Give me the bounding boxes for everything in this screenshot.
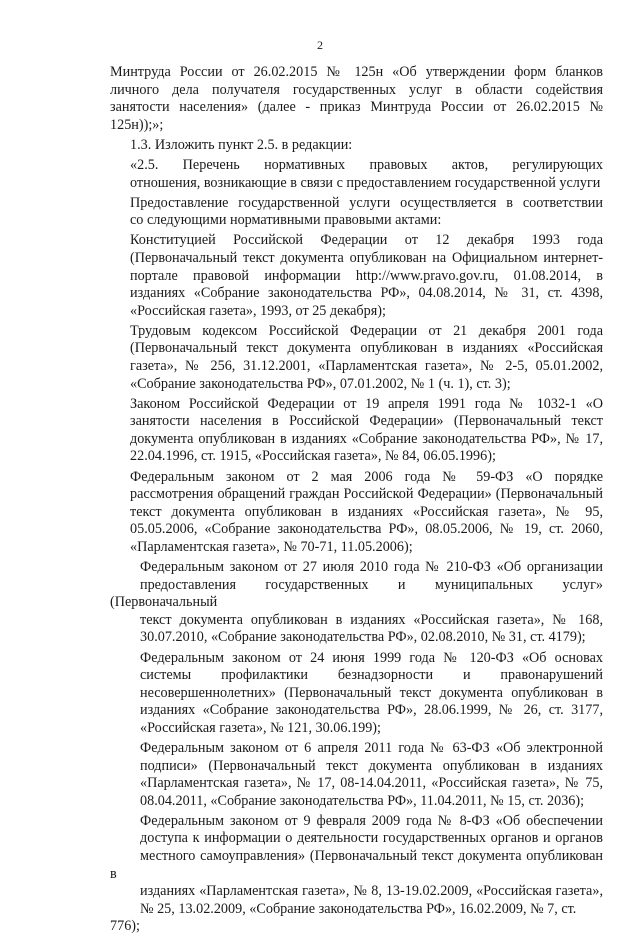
text-line: (Первоначальный текст документа опубликован в изданиях «Российская bbox=[130, 340, 603, 357]
text-line: Законом Российской Федерации от 19 апреля 1991 года № 1032-1 «О bbox=[130, 395, 603, 412]
text-line: рассмотрения обращений граждан Российской Федерации» (Первоначальный bbox=[130, 486, 603, 503]
text-line: 1.3. Изложить пункт 2.5. в редакции: bbox=[130, 136, 353, 153]
text-line: изданиях «Собрание законодательства РФ», 04.08.2014, № 31, ст. 4398, bbox=[130, 285, 603, 302]
text-line: изданиях «Парламентская газета», № 8, 13-19.02.2009, «Российская газета», bbox=[140, 883, 603, 900]
text-line: 125н));»; bbox=[110, 116, 164, 133]
text-line: портале правовой информации http://www.pravo.gov.ru, 01.08.2014, в bbox=[130, 267, 603, 284]
text-line: личного дела получателя государственных услуг в области содействия bbox=[110, 81, 603, 98]
paragraph bbox=[110, 323, 603, 393]
paragraph bbox=[110, 64, 603, 134]
text-line: местного самоуправления» (Первоначальный текст документа опубликован в bbox=[110, 848, 603, 882]
text-line: № 25, 13.02.2009, «Собрание законодательства РФ», 16.02.2009, № 7, ст. 776); bbox=[110, 900, 577, 935]
text-line: текст документа опубликован в изданиях «Российская газета», № 95, bbox=[130, 503, 603, 520]
paragraph bbox=[110, 195, 603, 230]
text-line: 05.05.2006, «Собрание законодательства РФ», 08.05.2006, № 19, ст. 2060, bbox=[130, 521, 603, 538]
text-line: со следующими нормативными правовыми актами: bbox=[130, 212, 442, 229]
paragraph bbox=[110, 232, 603, 320]
paragraph bbox=[110, 650, 603, 738]
text-line: Федеральным законом от 9 февраля 2009 года № 8-ФЗ «Об обеспечении bbox=[140, 812, 603, 829]
text-line: занятости населения» (далее - приказ Минтруда России от 26.02.2015 № bbox=[110, 99, 603, 116]
text-line: занятости населения в Российской Федерации» (Первоначальный текст bbox=[130, 413, 603, 430]
text-line: несовершеннолетних» (Первоначальный текст документа опубликован в bbox=[140, 684, 603, 701]
paragraph bbox=[110, 396, 603, 466]
text-line: Федеральным законом от 2 мая 2006 года № 59-ФЗ «О порядке bbox=[130, 468, 603, 485]
text-line: «2.5. Перечень нормативных правовых актов, регулирующих bbox=[130, 156, 603, 173]
text-line: «Парламентская газета», № 70-71, 11.05.2006); bbox=[130, 538, 413, 555]
text-line: газета», № 256, 31.12.2001, «Парламентская газета», № 2-5, 05.01.2002, bbox=[130, 358, 603, 374]
text-line: Федеральным законом от 6 апреля 2011 года № 63-ФЗ «Об электронной bbox=[140, 739, 603, 756]
text-line: предоставления государственных и муниципальных услуг» (Первоначальный bbox=[110, 576, 603, 611]
paragraph bbox=[110, 469, 603, 557]
text-line: документа опубликован в изданиях «Собрание законодательства РФ», № 17, bbox=[130, 430, 603, 447]
text-line: подписи» (Первоначальный текст документа опубликован в изданиях bbox=[140, 757, 603, 774]
paragraph bbox=[110, 137, 603, 155]
text-line: «Парламентская газета», № 17, 08-14.04.2011, «Российская газета», № 75, bbox=[140, 775, 603, 792]
text-line: текст документа опубликован в изданиях «Российская газета», № 168, bbox=[140, 611, 603, 628]
text-line: (Первоначальный текст документа опубликован на Официальном интернет- bbox=[130, 249, 603, 266]
text-line: отношения, возникающие в связи с предоставлением государственной услуги bbox=[130, 174, 601, 191]
paragraph bbox=[110, 559, 603, 647]
text-line: 30.07.2010, «Собрание законодательства РФ», 02.08.2010, № 31, ст. 4179); bbox=[140, 629, 586, 646]
text-line: 08.04.2011, «Собрание законодательства РФ», 11.04.2011, № 15, ст. 2036); bbox=[140, 792, 585, 809]
text-line: «Российская газета», № 121, 30.06.199); bbox=[140, 719, 381, 736]
text-line: системы профилактики безнадзорности и правонарушений bbox=[140, 667, 603, 684]
page-number: 2 bbox=[317, 38, 323, 52]
paragraph bbox=[110, 157, 603, 192]
text-line: Предоставление государственной услуги осуществляется в соответствии bbox=[130, 194, 603, 211]
text-line: 22.04.1996, ст. 1915, «Российская газета», № 84, 06.05.1996); bbox=[130, 448, 496, 465]
text-line: Федеральным законом от 24 июня 1999 года № 120-ФЗ «Об основах bbox=[140, 649, 603, 666]
paragraph bbox=[110, 813, 603, 936]
paragraph bbox=[110, 740, 603, 810]
text-line: «Собрание законодательства РФ», 07.01.2002, № 1 (ч. 1), ст. 3); bbox=[130, 375, 511, 392]
text-line: Трудовым кодексом Российской Федерации от 21 декабря 2001 года bbox=[130, 322, 603, 339]
text-line: доступа к информации о деятельности государственных органов и органов bbox=[140, 830, 603, 847]
text-line: Конституцией Российской Федерации от 12 декабря 1993 года bbox=[130, 232, 603, 249]
text-line: «Российская газета», 1993, от 25 декабря); bbox=[130, 302, 386, 319]
text-line: Федеральным законом от 27 июля 2010 года № 210-ФЗ «Об организации bbox=[140, 559, 603, 576]
document-body bbox=[110, 64, 603, 939]
text-line: изданиях «Собрание законодательства РФ», 28.06.1999, № 26, ст. 3177, bbox=[140, 702, 603, 719]
text-line: Минтруда России от 26.02.2015 № 125н «Об утверждении форм бланков bbox=[110, 64, 603, 80]
